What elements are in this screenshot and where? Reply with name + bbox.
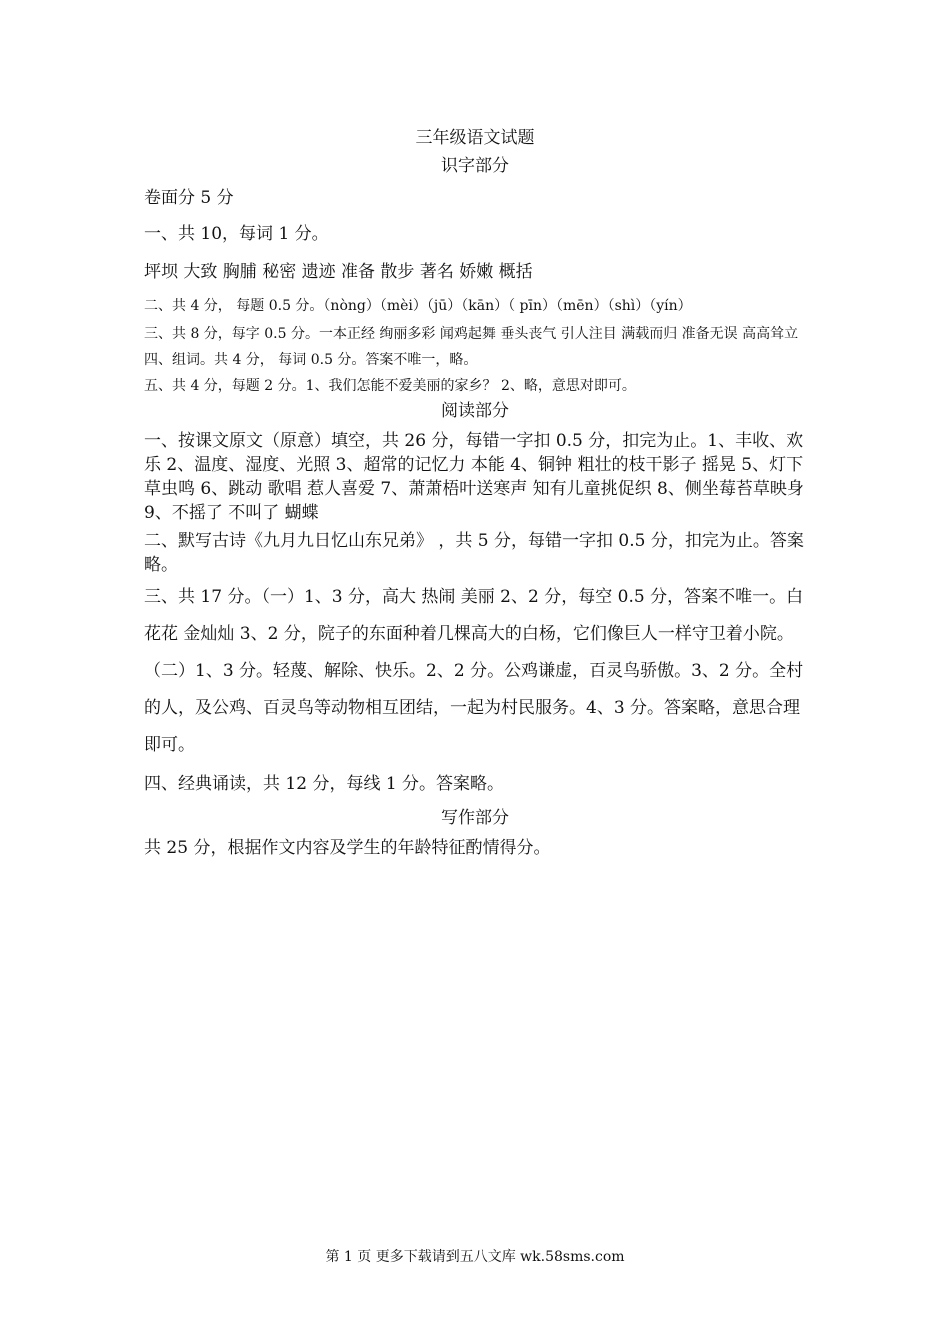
- literacy-item-2: 坪坝 大致 胸脯 秘密 遗迹 准备 散步 著名 娇嫩 概括: [144, 262, 533, 282]
- section-heading-literacy: 识字部分: [441, 156, 509, 176]
- reading-item-3: 四、经典诵读，共 12 分，每线 1 分。答案略。: [144, 774, 505, 794]
- reading-item-1: 二、默写古诗《九月九日忆山东兄弟》 ，共 5 分，每错一字扣 0.5 分，扣完为止。答案略。: [144, 531, 804, 575]
- literacy-item-3: 二、共 4 分， 每题 0.5 分。（nòng）（mèi）（jū）（kān）（ pīn）（mēn）（shì）（yín）: [144, 298, 692, 314]
- literacy-item-5: 四、组词。共 4 分， 每词 0.5 分。答案不唯一，略。: [144, 352, 478, 368]
- literacy-item-1: 一、共 10，每词 1 分。: [144, 224, 329, 244]
- page-footer: 第 1 页 更多下载请到五八文库 wk.58sms.com: [325, 1249, 625, 1265]
- literacy-item-6: 五、共 4 分，每题 2 分。1、我们怎能不爱美丽的家乡？ 2、略，意思对即可。: [144, 378, 636, 394]
- literacy-item-4: 三、共 8 分，每字 0.5 分。一本正经 绚丽多彩 闻鸡起舞 垂头丧气 引人注目 满载而归 准备无误 高高耸立: [144, 326, 799, 342]
- reading-item-0: 一、按课文原文（原意）填空，共 26 分，每错一字扣 0.5 分，扣完为止。1、丰收、欢乐 2、温度、湿度、光照 3、超常的记忆力 本能 4、铜钟 粗壮的枝干影子 摇晃 5、灯下草虫鸣 6、跳动 歌唱 惹人喜爱 7、萧萧梧叶送寒声 知有儿童挑促织 8、侧坐莓苔草映身 9、不摇了 不叫了 蝴蝶: [144, 431, 804, 523]
- literacy-item-0: 卷面分 5 分: [144, 188, 234, 208]
- section-heading-reading: 阅读部分: [441, 401, 509, 421]
- section-heading-writing: 写作部分: [441, 808, 509, 828]
- writing-item-0: 共 25 分，根据作文内容及学生的年龄特征酌情得分。: [144, 838, 551, 858]
- document-page: [144, 124, 806, 860]
- reading-item-2: 三、共 17 分。（一）1、3 分，高大 热闹 美丽 2、2 分，每空 0.5 分，答案不唯一。白花花 金灿灿 3、2 分，院子的东面种着几棵高大的白杨，它们像巨人一样守卫着小院。（二）1、3 分。轻蔑、解除、快乐。2、2 分。公鸡谦虚，百灵鸟骄傲。3、2 分。全村的人，及公鸡、百灵鸟等动物相互团结，一起为村民服务。4、3 分。答案略，意思合理即可。: [144, 587, 804, 755]
- document-title: 三年级语文试题: [415, 128, 535, 148]
